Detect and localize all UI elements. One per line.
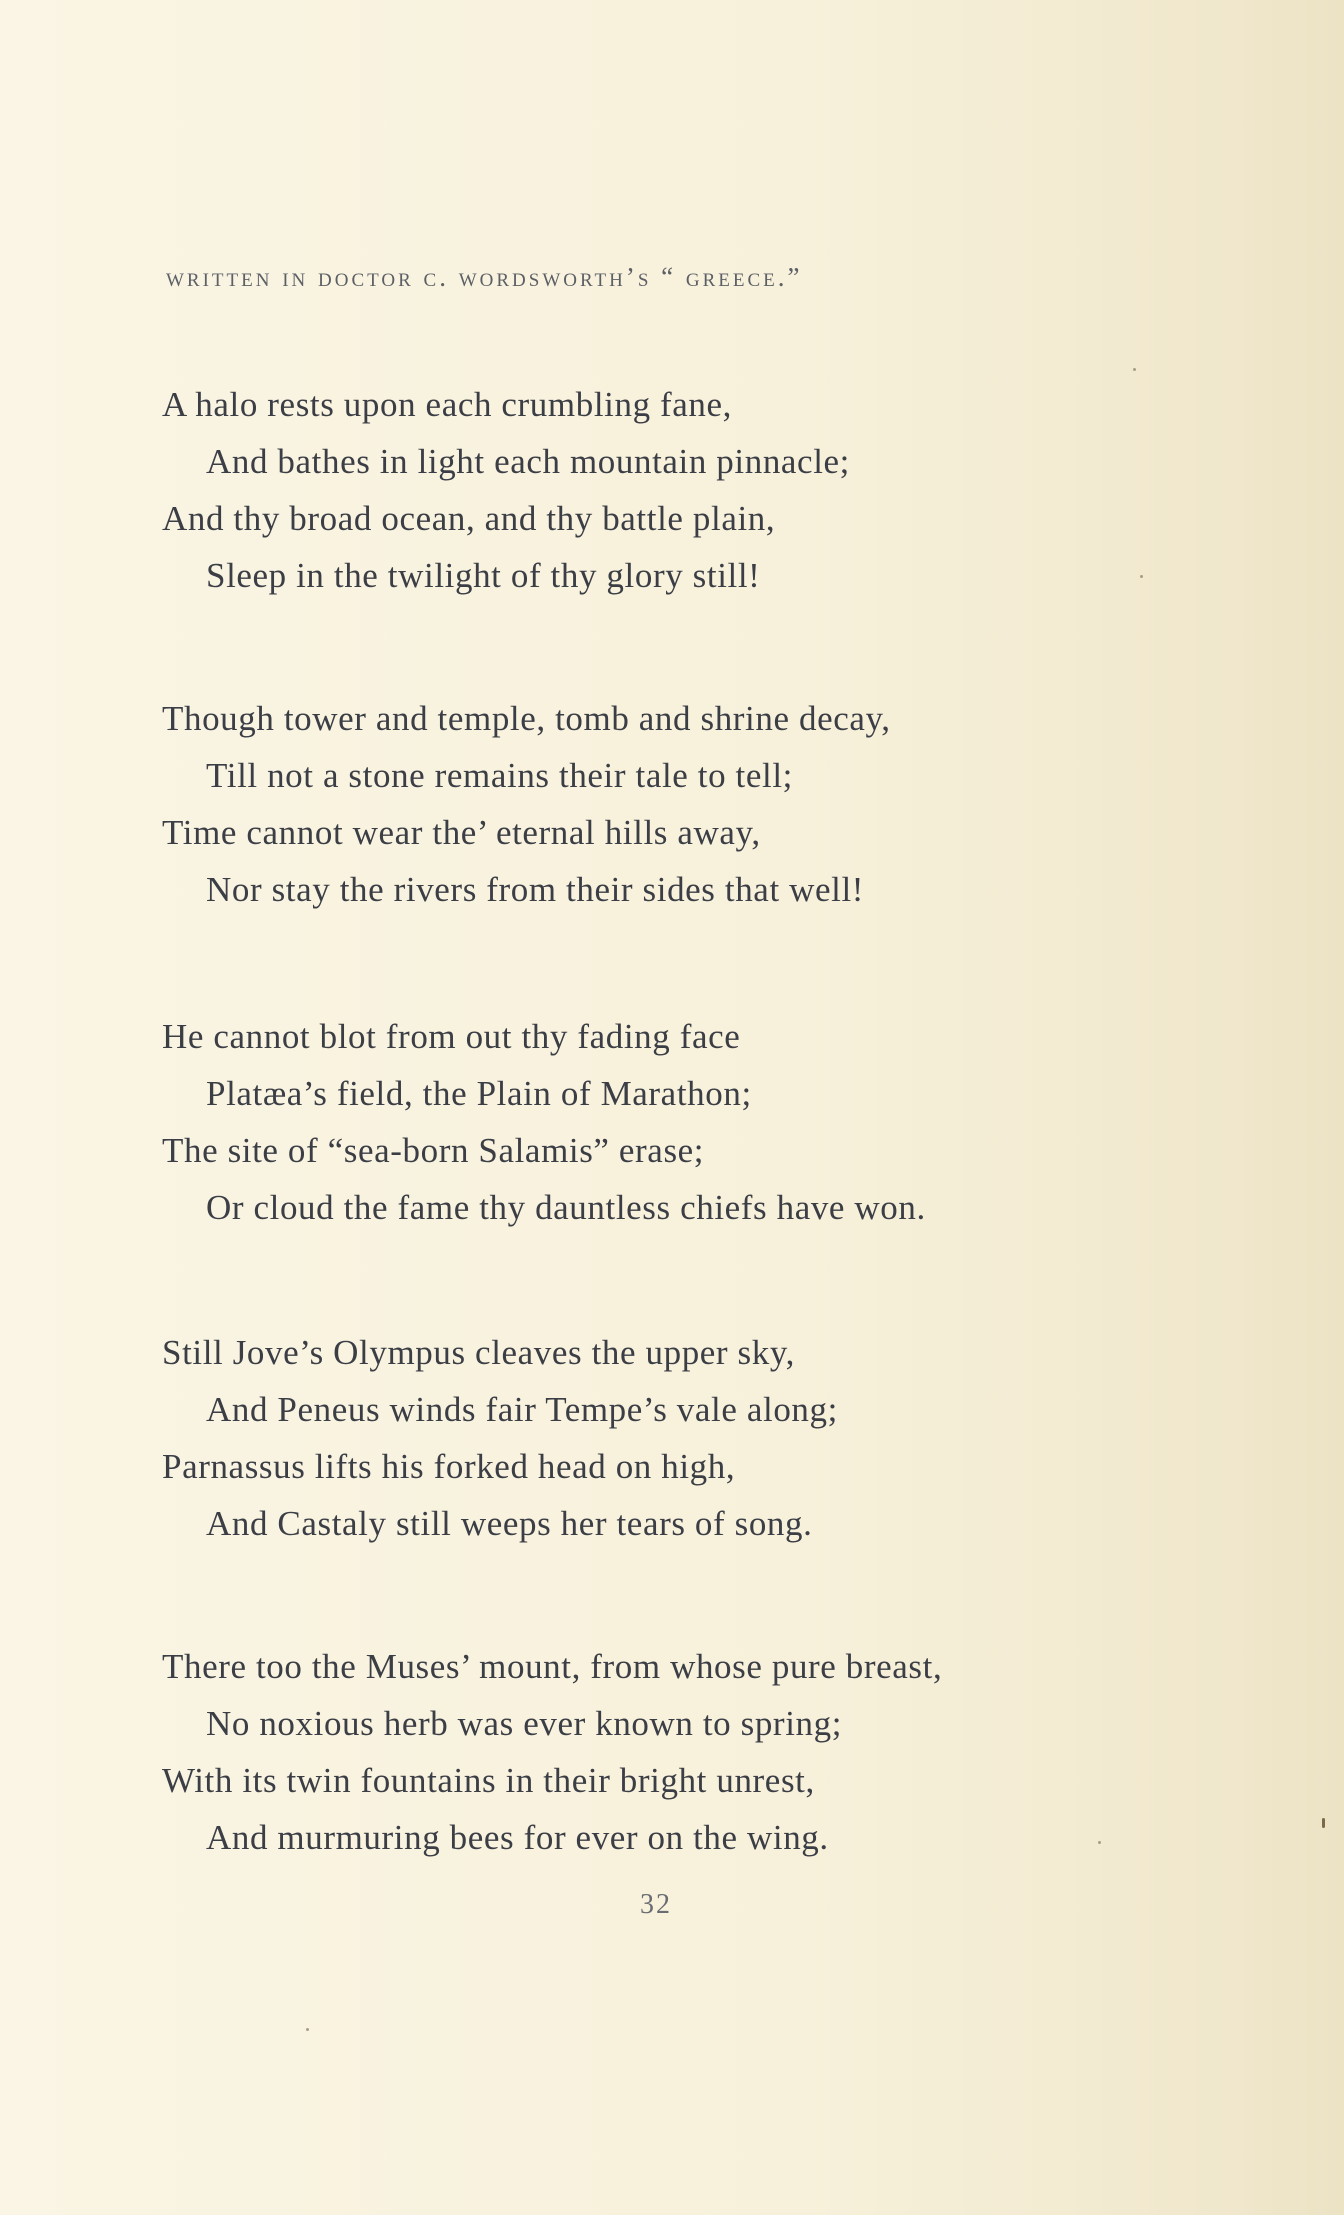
paper-speck xyxy=(1133,368,1136,371)
stanza-1 xyxy=(162,376,1202,604)
poem-line: Though tower and temple, tomb and shrine decay, xyxy=(162,699,891,738)
poem-line: With its twin fountains in their bright unrest, xyxy=(162,1761,815,1800)
poem-line: Or cloud the fame thy dauntless chiefs have won. xyxy=(206,1188,926,1227)
poem-line: Platæa’s field, the Plain of Marathon; xyxy=(206,1074,752,1113)
stanza-3 xyxy=(162,1008,1202,1236)
poem-line: And thy broad ocean, and thy battle plain, xyxy=(162,499,776,538)
poem-line: Still Jove’s Olympus cleaves the upper sky, xyxy=(162,1333,796,1372)
paper-speck xyxy=(306,2028,309,2031)
poem-line: Nor stay the rivers from their sides that well! xyxy=(206,870,865,909)
stanza-4 xyxy=(162,1324,1202,1552)
poem-line: Sleep in the twilight of thy glory still! xyxy=(206,556,761,595)
poem-line: He cannot blot from out thy fading face xyxy=(162,1017,741,1056)
poem-line: And Peneus winds fair Tempe’s vale along; xyxy=(206,1390,838,1429)
running-head: written in doctor c. wordsworth’s “ greece.” xyxy=(166,262,803,292)
poem-line: And Castaly still weeps her tears of song. xyxy=(206,1504,813,1543)
poem-line: Parnassus lifts his forked head on high, xyxy=(162,1447,736,1486)
poem-line: Till not a stone remains their tale to tell; xyxy=(206,756,793,795)
stanza-5 xyxy=(162,1638,1202,1866)
poem-line: And murmuring bees for ever on the wing. xyxy=(206,1818,829,1857)
poem-line: There too the Muses’ mount, from whose pure breast, xyxy=(162,1647,943,1686)
poem-line: A halo rests upon each crumbling fane, xyxy=(162,385,732,424)
stanza-2 xyxy=(162,690,1202,918)
poem-line: The site of “sea-born Salamis” erase; xyxy=(162,1131,705,1170)
poem-line: Time cannot wear the’ eternal hills away, xyxy=(162,813,761,852)
poem-line: And bathes in light each mountain pinnacle; xyxy=(206,442,850,481)
paper-speck xyxy=(1098,1841,1101,1844)
paper-speck xyxy=(1322,1818,1325,1828)
page-number: 32 xyxy=(640,1889,672,1920)
paper-speck xyxy=(1140,575,1143,578)
poem-line: No noxious herb was ever known to spring; xyxy=(206,1704,843,1743)
